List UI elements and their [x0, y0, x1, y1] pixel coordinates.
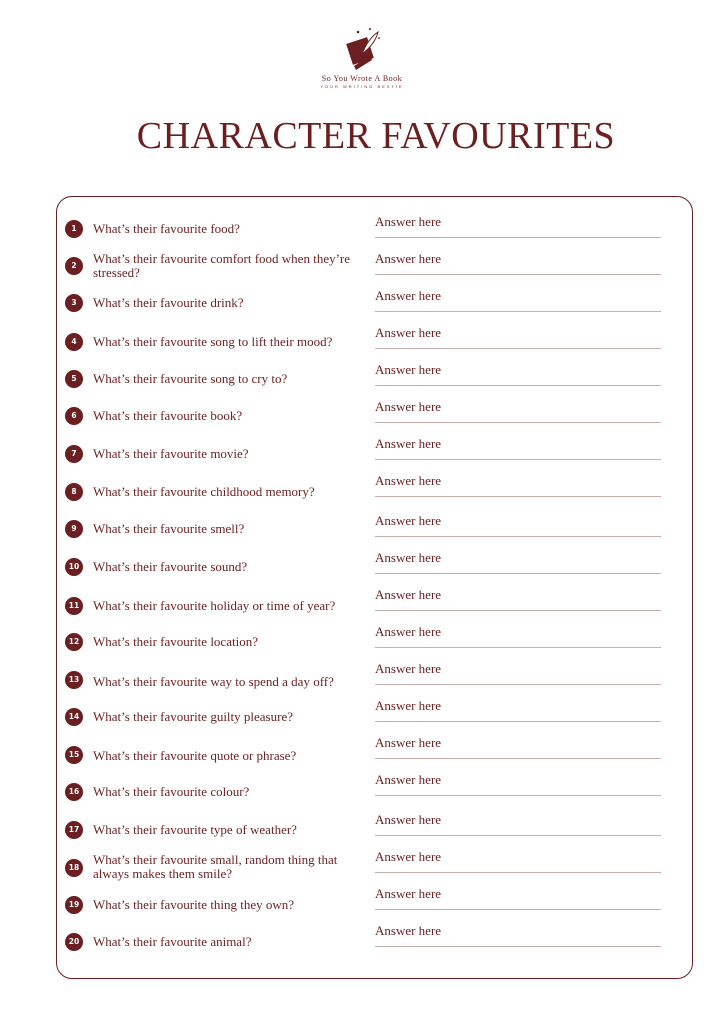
answer-placeholder: Answer here [375, 587, 442, 602]
answer-field[interactable] [375, 514, 661, 537]
question-row [57, 921, 694, 958]
questions-card [56, 196, 693, 979]
question-row [57, 212, 694, 249]
answer-field[interactable] [375, 326, 661, 349]
book-quill-icon [340, 26, 384, 72]
question-row [57, 511, 694, 548]
question-row [57, 471, 694, 508]
question-number-badge: 1 [65, 220, 83, 238]
question-number-badge: 7 [65, 445, 83, 463]
brand-logo [0, 26, 724, 89]
answer-field[interactable] [375, 773, 661, 796]
question-row [57, 585, 694, 622]
question-text: What’s their favourite quote or phrase? [93, 748, 297, 763]
answer-placeholder: Answer here [375, 624, 442, 639]
answer-placeholder: Answer here [375, 886, 442, 901]
question-number-badge: 11 [65, 597, 83, 615]
question-row [57, 659, 694, 696]
answer-field[interactable] [375, 887, 661, 910]
answer-placeholder: Answer here [375, 214, 442, 229]
question-row [57, 622, 694, 659]
answer-placeholder: Answer here [375, 399, 442, 414]
question-number-badge: 5 [65, 370, 83, 388]
question-text: What’s their favourite type of weather? [93, 822, 297, 837]
answer-placeholder: Answer here [375, 772, 442, 787]
brand-name: So You Wrote A Book [321, 74, 403, 83]
answer-field[interactable] [375, 699, 661, 722]
question-text: What’s their favourite animal? [93, 934, 252, 949]
question-number-badge: 14 [65, 708, 83, 726]
answer-placeholder: Answer here [375, 288, 442, 303]
question-number-badge: 15 [65, 746, 83, 764]
question-text: What’s their favourite location? [93, 634, 258, 649]
answer-field[interactable] [375, 625, 661, 648]
question-number-badge: 18 [65, 859, 83, 877]
question-row [57, 323, 694, 360]
answer-placeholder: Answer here [375, 812, 442, 827]
answer-field[interactable] [375, 662, 661, 685]
question-text: What’s their favourite small, random thing that always makes them smile? [93, 852, 338, 881]
question-text: What’s their favourite way to spend a day off? [93, 674, 334, 689]
question-row [57, 360, 694, 397]
question-text: What’s their favourite thing they own? [93, 897, 295, 912]
answer-field[interactable] [375, 363, 661, 386]
answer-placeholder: Answer here [375, 849, 442, 864]
question-row [57, 847, 694, 884]
question-number-badge: 9 [65, 520, 83, 538]
answer-placeholder: Answer here [375, 325, 442, 340]
question-text: What’s their favourite guilty pleasure? [93, 709, 293, 724]
question-number-badge: 2 [65, 257, 83, 275]
question-row [57, 434, 694, 471]
answer-field[interactable] [375, 215, 661, 238]
answer-placeholder: Answer here [375, 698, 442, 713]
question-row [57, 810, 694, 847]
question-text: What’s their favourite colour? [93, 784, 250, 799]
question-text: What’s their favourite song to cry to? [93, 371, 288, 386]
question-text: What’s their favourite movie? [93, 446, 249, 461]
answer-field[interactable] [375, 400, 661, 423]
question-number-badge: 17 [65, 821, 83, 839]
answer-field[interactable] [375, 924, 661, 947]
answer-field[interactable] [375, 736, 661, 759]
question-number-badge: 16 [65, 783, 83, 801]
answer-field[interactable] [375, 437, 661, 460]
question-text: What’s their favourite smell? [93, 521, 245, 536]
answer-field[interactable] [375, 850, 661, 873]
answer-placeholder: Answer here [375, 473, 442, 488]
question-text: What’s their favourite book? [93, 408, 243, 423]
question-row [57, 696, 694, 733]
answer-field[interactable] [375, 252, 661, 275]
question-number-badge: 13 [65, 671, 83, 689]
question-number-badge: 12 [65, 633, 83, 651]
answer-field[interactable] [375, 289, 661, 312]
question-row [57, 397, 694, 434]
question-number-badge: 8 [65, 483, 83, 501]
question-row [57, 733, 694, 770]
question-row [57, 884, 694, 921]
answer-field[interactable] [375, 813, 661, 836]
question-row [57, 770, 694, 807]
answer-placeholder: Answer here [375, 251, 442, 266]
answer-placeholder: Answer here [375, 362, 442, 377]
question-text: What’s their favourite childhood memory? [93, 484, 315, 499]
question-number-badge: 19 [65, 896, 83, 914]
question-text: What’s their favourite drink? [93, 295, 244, 310]
answer-field[interactable] [375, 551, 661, 574]
question-number-badge: 3 [65, 294, 83, 312]
question-text: What’s their favourite song to lift their mood? [93, 334, 333, 349]
answer-placeholder: Answer here [375, 923, 442, 938]
question-number-badge: 20 [65, 933, 83, 951]
brand-tagline: YOUR WRITING BESTIE [320, 84, 404, 89]
answer-placeholder: Answer here [375, 550, 442, 565]
question-text: What’s their favourite holiday or time of year? [93, 598, 336, 613]
answer-field[interactable] [375, 474, 661, 497]
answer-placeholder: Answer here [375, 735, 442, 750]
question-text: What’s their favourite food? [93, 221, 240, 236]
answer-placeholder: Answer here [375, 513, 442, 528]
answer-field[interactable] [375, 588, 661, 611]
question-text: What’s their favourite comfort food when they’re stressed? [93, 251, 351, 280]
answer-placeholder: Answer here [375, 436, 442, 451]
question-row [57, 286, 694, 323]
question-number-badge: 4 [65, 333, 83, 351]
question-number-badge: 6 [65, 407, 83, 425]
question-row [57, 548, 694, 585]
answer-placeholder: Answer here [375, 661, 442, 676]
page-title: CHARACTER FAVOURITES [136, 115, 616, 157]
question-row [57, 249, 694, 286]
question-text: What’s their favourite sound? [93, 559, 248, 574]
question-number-badge: 10 [65, 558, 83, 576]
